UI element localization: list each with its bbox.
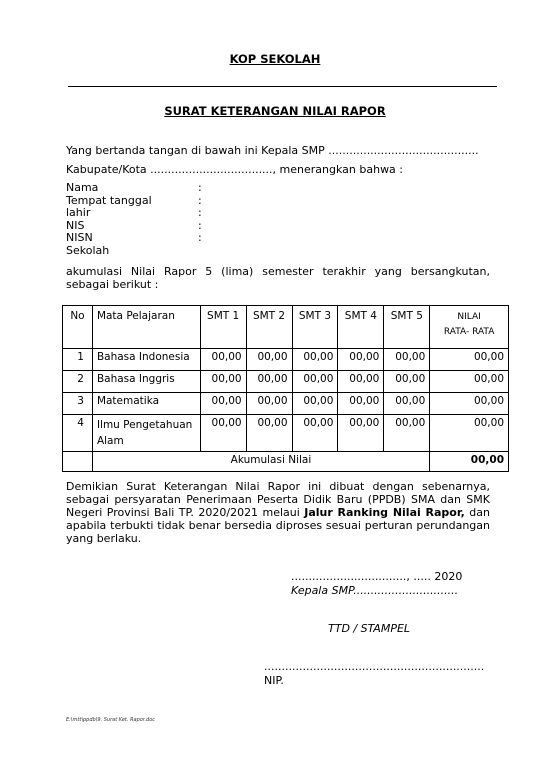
signature-name-line: ...............................................................: [264, 660, 485, 673]
row-no: 2: [63, 371, 93, 393]
row-smt1: 00,00: [200, 371, 246, 393]
total-value: 00,00: [430, 452, 509, 472]
header-smt2: SMT 2: [246, 306, 292, 349]
table-header-row: [63, 306, 509, 349]
row-subject: Matematika: [92, 393, 200, 415]
closing-text-1: Demikian Surat Keterangan Nilai Rapor ini dibuat dengan sebenarnya, sebagai persyaratan Penerimaan Peserta Didik Baru (PPDB) SMA dan SMK Negeri Provinsi Bali TP. 2020/2021 melaui: [66, 480, 490, 519]
header-smt3: SMT 3: [292, 306, 338, 349]
row-no: 4: [63, 415, 93, 452]
row-average: 00,00: [430, 415, 509, 452]
row-smt4: 00,00: [338, 349, 384, 371]
header-average: [430, 306, 509, 349]
row-smt2: 00,00: [246, 371, 292, 393]
intro-line-1: Yang bertanda tangan di bawah ini Kepala SMP ...........................................: [66, 144, 479, 157]
field-label-nisn: NISN: [66, 231, 93, 245]
header-average-line1: NILAI: [457, 312, 481, 322]
table-row: [63, 393, 509, 415]
field-label-lahir: lahir: [66, 206, 91, 220]
row-smt1: 00,00: [200, 393, 246, 415]
row-smt3: 00,00: [292, 349, 338, 371]
header-average-line2: RATA- RATA: [443, 327, 495, 337]
field-colon: :: [198, 181, 202, 194]
row-smt2: 00,00: [246, 349, 292, 371]
row-smt5: 00,00: [384, 415, 430, 452]
row-smt2: 00,00: [246, 393, 292, 415]
row-smt5: 00,00: [384, 349, 430, 371]
grades-table: [62, 305, 509, 472]
field-label-nis: NIS: [66, 218, 85, 232]
row-smt3: 00,00: [292, 415, 338, 452]
kop-sekolah-heading: KOP SEKOLAH: [229, 52, 321, 66]
header-smt5: SMT 5: [384, 306, 430, 349]
field-label-tempat-tanggal: Tempat tanggal: [66, 193, 152, 207]
row-subject: Bahasa Inggris: [92, 371, 200, 393]
row-smt4: 00,00: [338, 371, 384, 393]
row-average: 00,00: [430, 349, 509, 371]
closing-paragraph: [66, 480, 490, 545]
total-label: Akumulasi Nilai: [92, 452, 429, 472]
row-smt4: 00,00: [338, 393, 384, 415]
field-colon: :: [198, 193, 202, 207]
file-path-footer: E:\mtt\ppdb\9. Surat Ket. Rapor.doc: [66, 717, 156, 723]
closing-bold-text: Jalur Ranking Nilai Rapor,: [304, 506, 465, 519]
row-smt2: 00,00: [246, 415, 292, 452]
field-label-nama: Nama: [66, 181, 99, 194]
table-row: [63, 371, 509, 393]
row-smt4: 00,00: [338, 415, 384, 452]
field-row: [66, 207, 202, 220]
accumulation-paragraph: akumulasi Nilai Rapor 5 (lima) semester terakhir yang bersangkutan, sebagai berikut :: [66, 265, 490, 291]
row-smt5: 00,00: [384, 371, 430, 393]
row-no: 1: [63, 349, 93, 371]
field-colon: :: [198, 231, 202, 245]
row-smt3: 00,00: [292, 393, 338, 415]
total-empty-cell: [63, 452, 93, 472]
header-subject: Mata Pelajaran: [92, 306, 200, 349]
field-colon: :: [198, 206, 202, 220]
row-subject: Bahasa Indonesia: [92, 349, 200, 371]
row-smt1: 00,00: [200, 349, 246, 371]
signature-position: Kepala SMP..............................: [291, 584, 459, 597]
header-smt1: SMT 1: [200, 306, 246, 349]
field-colon: :: [198, 218, 202, 232]
document-title: SURAT KETERANGAN NILAI RAPOR: [164, 104, 386, 118]
header-smt4: SMT 4: [338, 306, 384, 349]
header-no: No: [63, 306, 93, 349]
field-row: [66, 245, 202, 258]
signature-nip: NIP.: [264, 674, 284, 687]
row-average: 00,00: [430, 371, 509, 393]
row-smt3: 00,00: [292, 371, 338, 393]
signature-date: ................................., ..... 2020: [291, 570, 463, 583]
row-no: 3: [63, 393, 93, 415]
table-total-row: [63, 452, 509, 472]
intro-line-2: Kabupate/Kota ..................................., menerangkan bahwa :: [66, 163, 404, 176]
row-smt5: 00,00: [384, 393, 430, 415]
row-subject: Ilmu Pengetahuan Alam: [92, 415, 200, 452]
signature-stamp: TTD / STAMPEL: [328, 622, 411, 635]
row-average: 00,00: [430, 393, 509, 415]
field-label-sekolah: Sekolah: [66, 243, 110, 257]
header-divider: [68, 86, 497, 87]
student-fields: [66, 182, 202, 258]
table-row: [63, 415, 509, 452]
field-row: [66, 182, 202, 195]
row-smt1: 00,00: [200, 415, 246, 452]
table-row: [63, 349, 509, 371]
closing-text-2: dan apabila terbukti tidak benar bersedia diproses sesuai perturan perundangan yang berlaku.: [66, 506, 490, 545]
